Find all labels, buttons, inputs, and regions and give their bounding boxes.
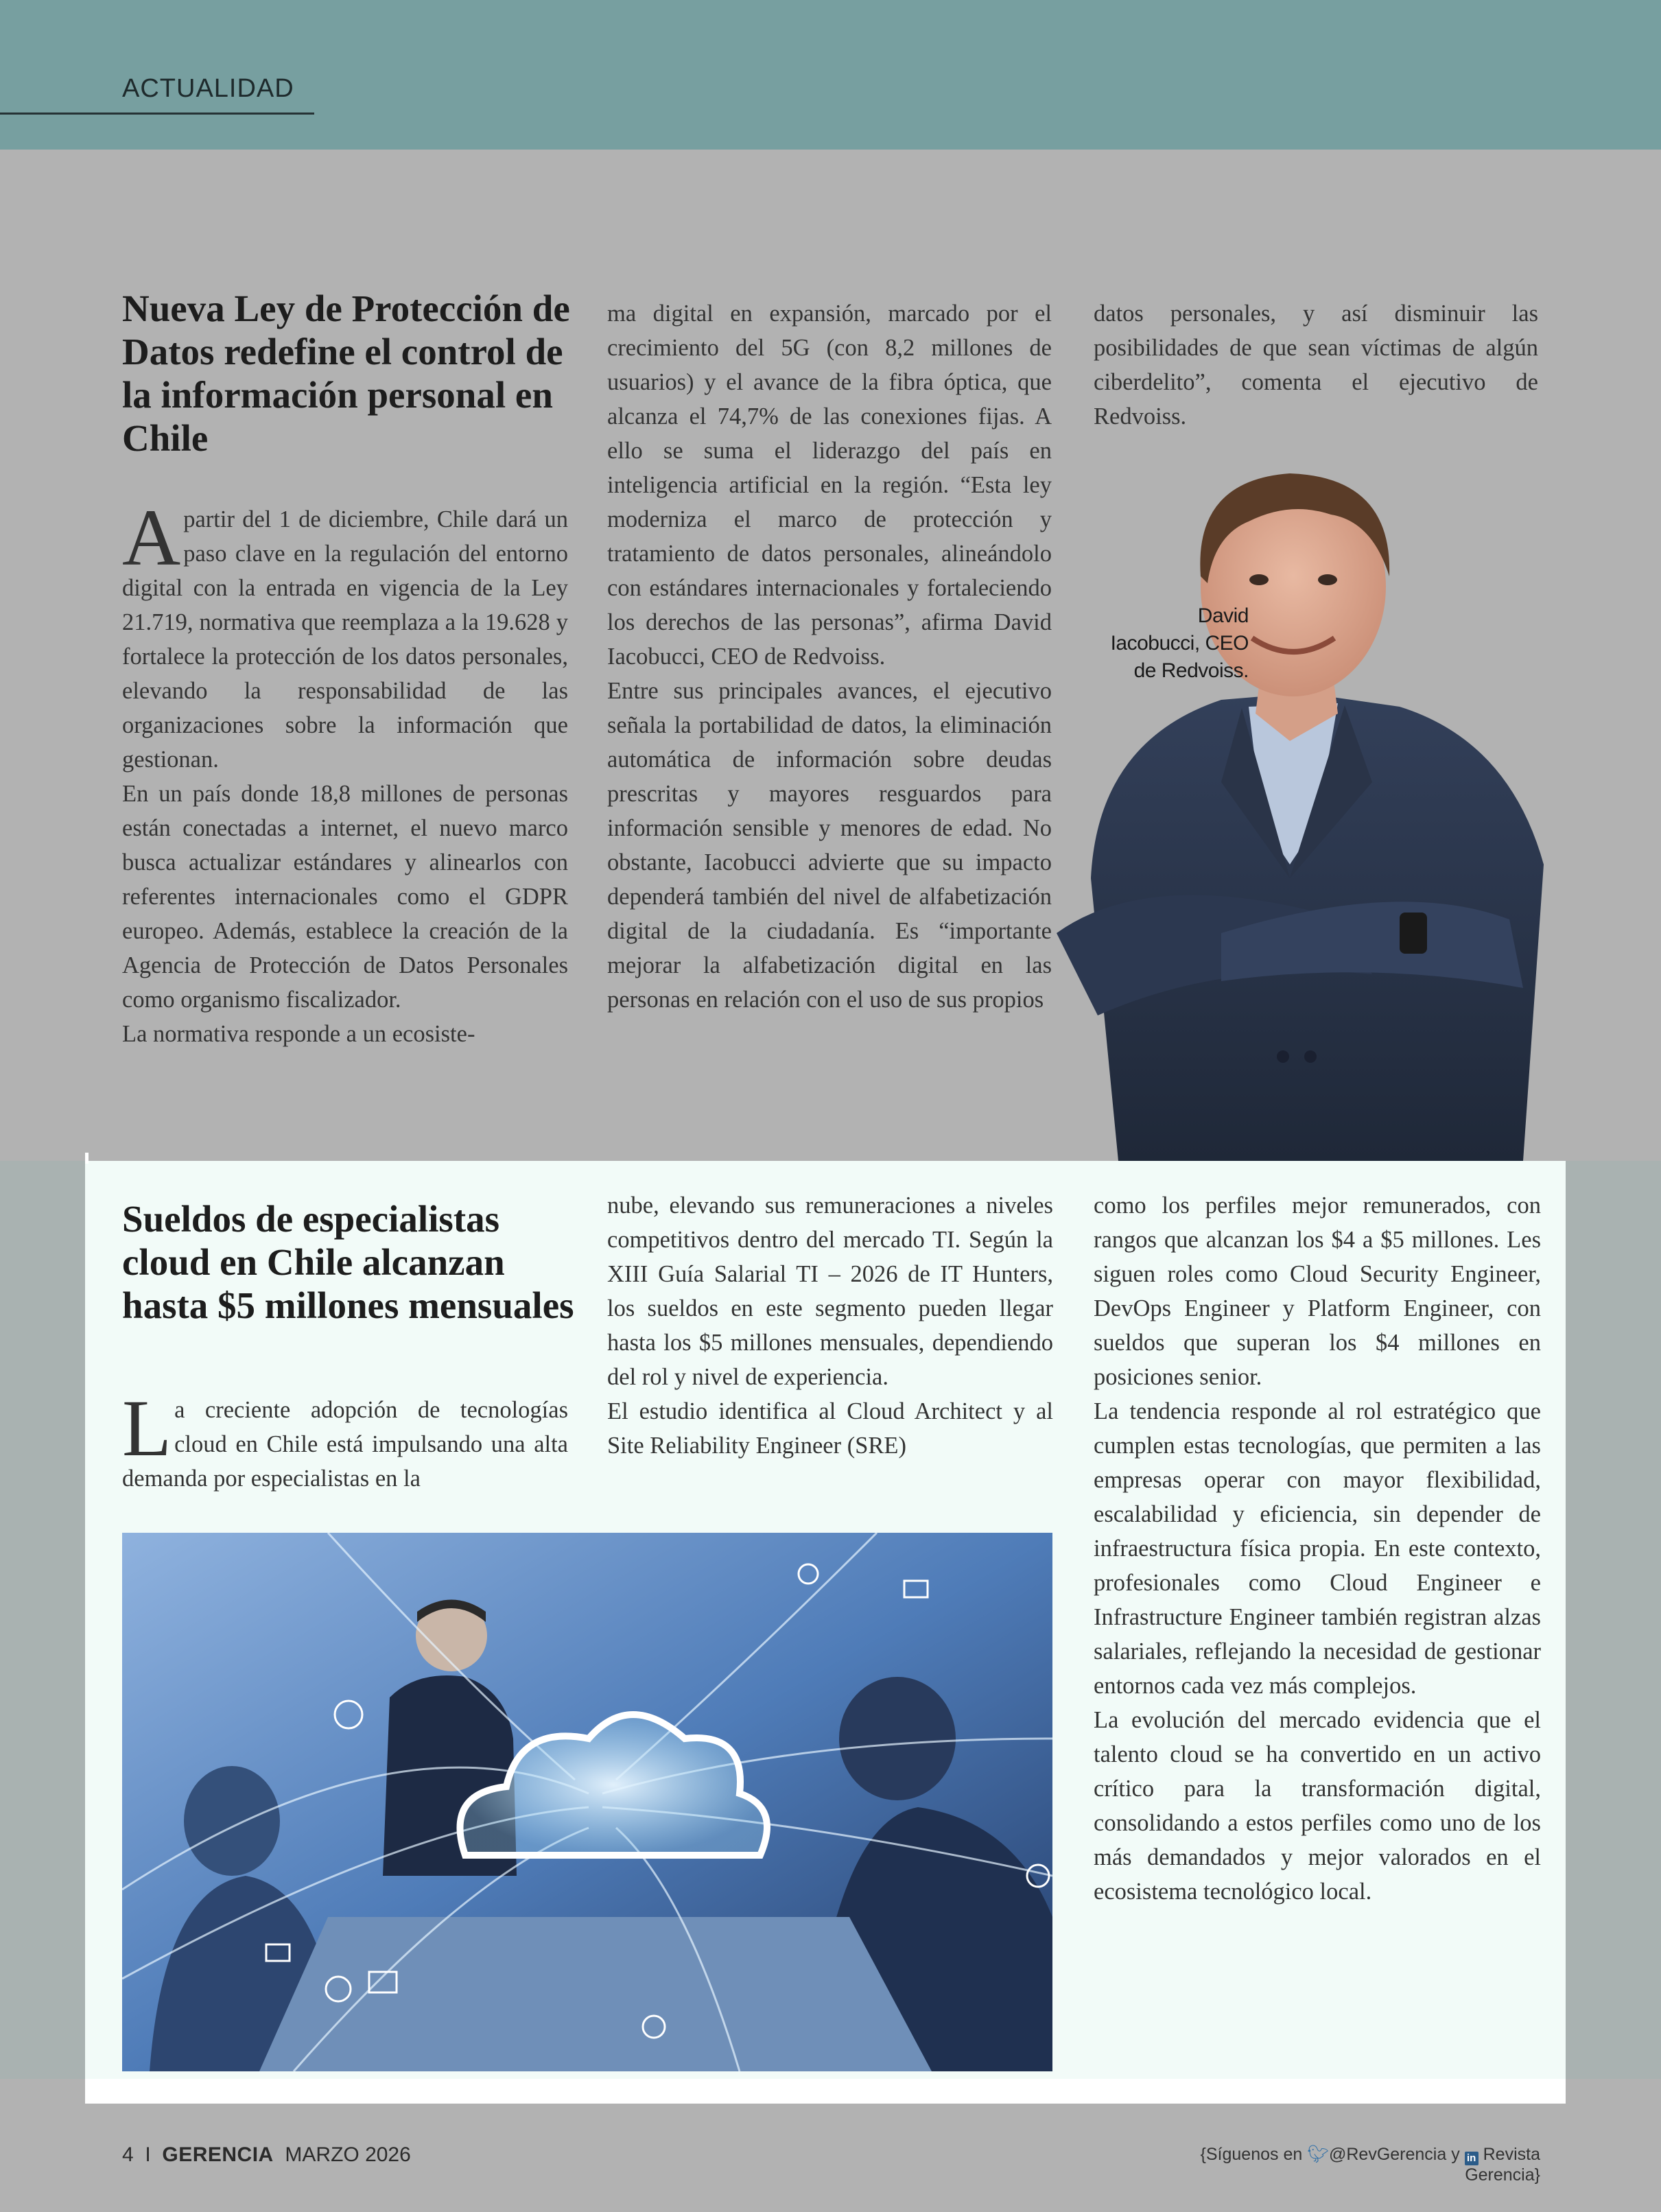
twitter-icon: 🐦︎ [1307,2145,1329,2164]
article1-column-2 [607,296,1052,1017]
footer-publication [122,2143,411,2167]
dropcap: A [122,493,181,583]
paragraph-text: partir del 1 de diciembre, Chile dará un paso clave en la regulación del entorno digital con la entrada en vigencia de la Ley 21.719, normativa que reemplaza a la 19.628 y fortalece la protección de los datos personales, elevando la responsabilidad de las organizaciones sobre la información que gestionan. [122,506,568,773]
section-label: ACTUALIDAD [122,74,294,103]
article2-paragraph: como los perfiles mejor remunerados, con rangos que alcanzan los $4 a $5 millones. Les siguen roles como Cloud Security Engineer, DevOps Engineer y Platform Engineer, con sueldos que superan los $4 millones en posiciones senior. [1094,1192,1541,1390]
article1-paragraph: La normativa responde a un ecosiste- [122,1021,475,1047]
footer-social [1125,2145,1540,2185]
linkedin-icon: in [1465,2152,1479,2165]
article1-column-3 [1094,296,1538,434]
box-corner-mark [85,1153,89,1164]
article1-paragraph [122,493,568,777]
caption-line: de Redvoiss. [1133,659,1249,682]
follow-text: {Síguenos en [1200,2145,1303,2164]
article2-paragraph: nube, elevando sus remuneraciones a niveles competitivos dentro del mercado TI. Según la XIII Guía Salarial TI – 2026 de IT Hunters, los sueldos en este segmento pueden llegar hasta los $5 millones mensuales, dependiendo del rol y nivel de experiencia. [607,1192,1053,1390]
portrait-caption [1070,602,1249,685]
paragraph-text: a creciente adopción de tecnologías cloud en Chile está impulsando una alta demanda por especialistas en la [122,1397,568,1492]
page-number: 4 [122,2143,134,2166]
article1-paragraph: En un país donde 18,8 millones de personas están conectadas a internet, el nuevo marco busca actualizar estándares y alinearlos con referentes internacionales como el GDPR europeo. Además, establece la creación de la Agencia de Protección de Datos Personales como organismo fiscalizador. [122,781,568,1013]
section-rule [0,113,314,115]
article1-paragraph: ma digital en expansión, marcado por el crecimiento del 5G (con 8,2 millones de usuarios) y el avance de la fibra óptica, que alcanza el 74,7% de las conexiones fijas. A ello se suma el liderazgo del país en inteligencia artificial en la región. “Esta ley moderniza el marco de protección y tratamiento de datos personales, alineándolo con estándares internacionales y fortaleciendo los derechos de las personas”, afirma David Iacobucci, CEO de Redvoiss. [607,301,1052,670]
article1-column-1 [122,493,568,1051]
dropcap: L [122,1383,172,1473]
article1-paragraph: Entre sus principales avances, el ejecutivo señala la portabilidad de datos, la eliminación automática de información sobre deudas prescritas y mayores resguardos para información sensible y menores de edad. No obstante, Iacobucci advierte que su impacto dependerá también del nivel de alfabetización digital de la ciudadanía. Es “importante mejorar la alfabetización digital en las personas en relación con el uso de sus propios [607,678,1052,1013]
caption-line: Iacobucci, CEO [1110,632,1249,655]
article2-headline: Sueldos de especialistas cloud en Chile alcanzan hasta $5 millones mensuales [122,1198,574,1326]
footer-separator: I [145,2143,151,2166]
article2-column-3 [1094,1188,1541,1909]
linkedin-name[interactable]: Revista Gerencia} [1465,2145,1540,2185]
twitter-handle[interactable]: @RevGerencia [1328,2145,1447,2164]
issue-date: MARZO 2026 [285,2143,411,2166]
cloud-meeting-photo [122,1533,1052,2071]
david-iacobucci-portrait [1015,439,1551,1161]
article2-paragraph: La evolución del mercado evidencia que el talento cloud se ha convertido en un activo crítico para la transformación digital, consolidando a estos perfiles como uno de los más demandados y mejor valorados en el ecosistema tecnológico local. [1094,1707,1541,1905]
article1-headline: Nueva Ley de Protección de Datos redefine el control de la información personal en Chile [122,287,570,459]
article2-column-2 [607,1188,1053,1463]
article1-paragraph: datos personales, y así disminuir las posibilidades de que sean víctimas de algún ciberdelito”, comenta el ejecutivo de Redvoiss. [1094,301,1538,430]
caption-line: David [1197,604,1249,627]
article2-paragraph: El estudio identifica al Cloud Architect y al Site Reliability Engineer (SRE) [607,1398,1053,1459]
right-side-strip [1566,1161,1661,2079]
magazine-name: GERENCIA [162,2143,274,2166]
article2-paragraph: La tendencia responde al rol estratégico que cumplen estas tecnologías, que permiten a las empresas operar con mayor flexibilidad, escalabilidad y eficiencia, sin depender de infraestructura física propia. En este contexto, profesionales como Cloud Engineer e Infrastructure Engineer también registran alzas salariales, reflejando la necesidad de gestionar entornos cada vez más complejos. [1094,1398,1541,1699]
conjunction: y [1451,2145,1460,2164]
article2-column-1 [122,1383,568,1496]
left-side-strip [0,1161,85,2079]
article2-paragraph [122,1383,568,1496]
